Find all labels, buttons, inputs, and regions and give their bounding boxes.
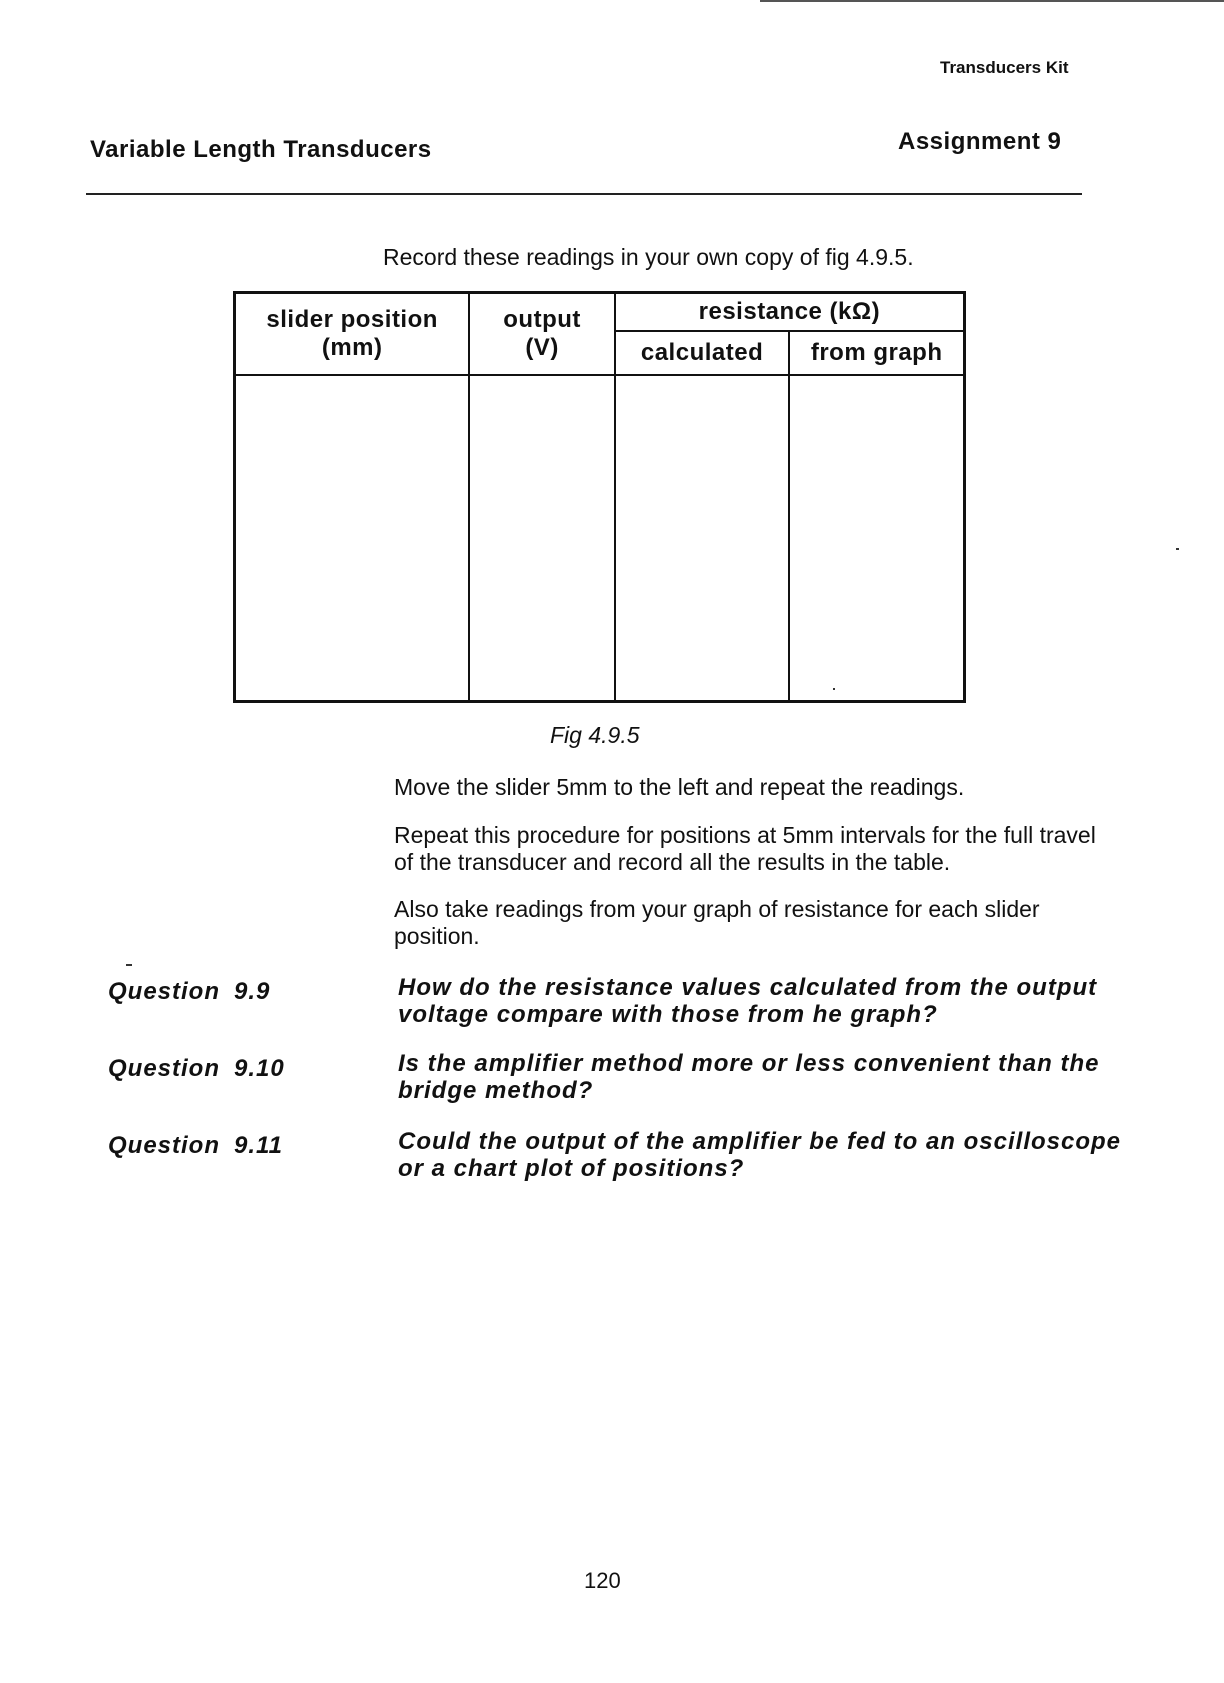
top-edge-line — [760, 0, 1224, 2]
question-word: Question — [108, 1132, 221, 1159]
intro-text: Record these readings in your own copy of fig 4.9.5. — [383, 244, 914, 270]
header-resistance: resistance (kΩ) — [615, 293, 965, 331]
table-header-row — [235, 293, 965, 331]
header-output-line2: (V) — [525, 333, 559, 361]
scan-speck — [1176, 548, 1179, 550]
question-word: Question — [108, 1055, 221, 1082]
cell-from-graph — [789, 375, 964, 702]
cell-calculated — [615, 375, 790, 702]
cell-output — [469, 375, 614, 702]
header-slider-position-line1: slider position — [266, 305, 438, 333]
header-output-line1: output — [503, 305, 581, 333]
question-label — [108, 1132, 283, 1160]
header-slider-position-line2: (mm) — [321, 333, 383, 361]
question-text: Is the amplifier method more or less convenient than the bridge method? — [398, 1050, 1100, 1104]
header-calculated: calculated — [615, 331, 790, 375]
question-label — [108, 978, 270, 1006]
cell-slider-position — [235, 375, 470, 702]
question-text: How do the resistance values calculated from the output voltage compare with those from he graph? — [398, 974, 1098, 1028]
readings-table — [233, 291, 966, 703]
paragraph-graph-readings: Also take readings from your graph of resistance for each slider position. — [394, 896, 1040, 949]
header-output — [469, 293, 614, 375]
page-number: 120 — [584, 1568, 621, 1593]
header-slider-position — [235, 293, 470, 375]
question-number: 9.11 — [234, 1132, 283, 1159]
kit-title: Transducers Kit — [940, 58, 1069, 77]
paragraph-repeat-procedure: Repeat this procedure for positions at 5mm intervals for the full travel of the transducer and record all the results in the table. — [394, 822, 1096, 875]
paragraph-move-slider: Move the slider 5mm to the left and repeat the readings. — [394, 774, 965, 800]
header-from-graph: from graph — [789, 331, 964, 375]
figure-caption: Fig 4.9.5 — [550, 722, 640, 748]
question-word: Question — [108, 978, 221, 1005]
question-number: 9.10 — [234, 1055, 285, 1082]
scan-speck — [833, 688, 835, 690]
scan-speck — [126, 964, 132, 966]
section-title: Variable Length Transducers — [90, 136, 432, 163]
table-row — [235, 375, 965, 702]
question-text: Could the output of the amplifier be fed to an oscilloscope or a chart plot of positions? — [398, 1128, 1122, 1182]
header-rule — [86, 193, 1082, 195]
question-label — [108, 1055, 285, 1083]
question-number: 9.9 — [234, 978, 271, 1005]
assignment-label: Assignment 9 — [898, 128, 1062, 155]
